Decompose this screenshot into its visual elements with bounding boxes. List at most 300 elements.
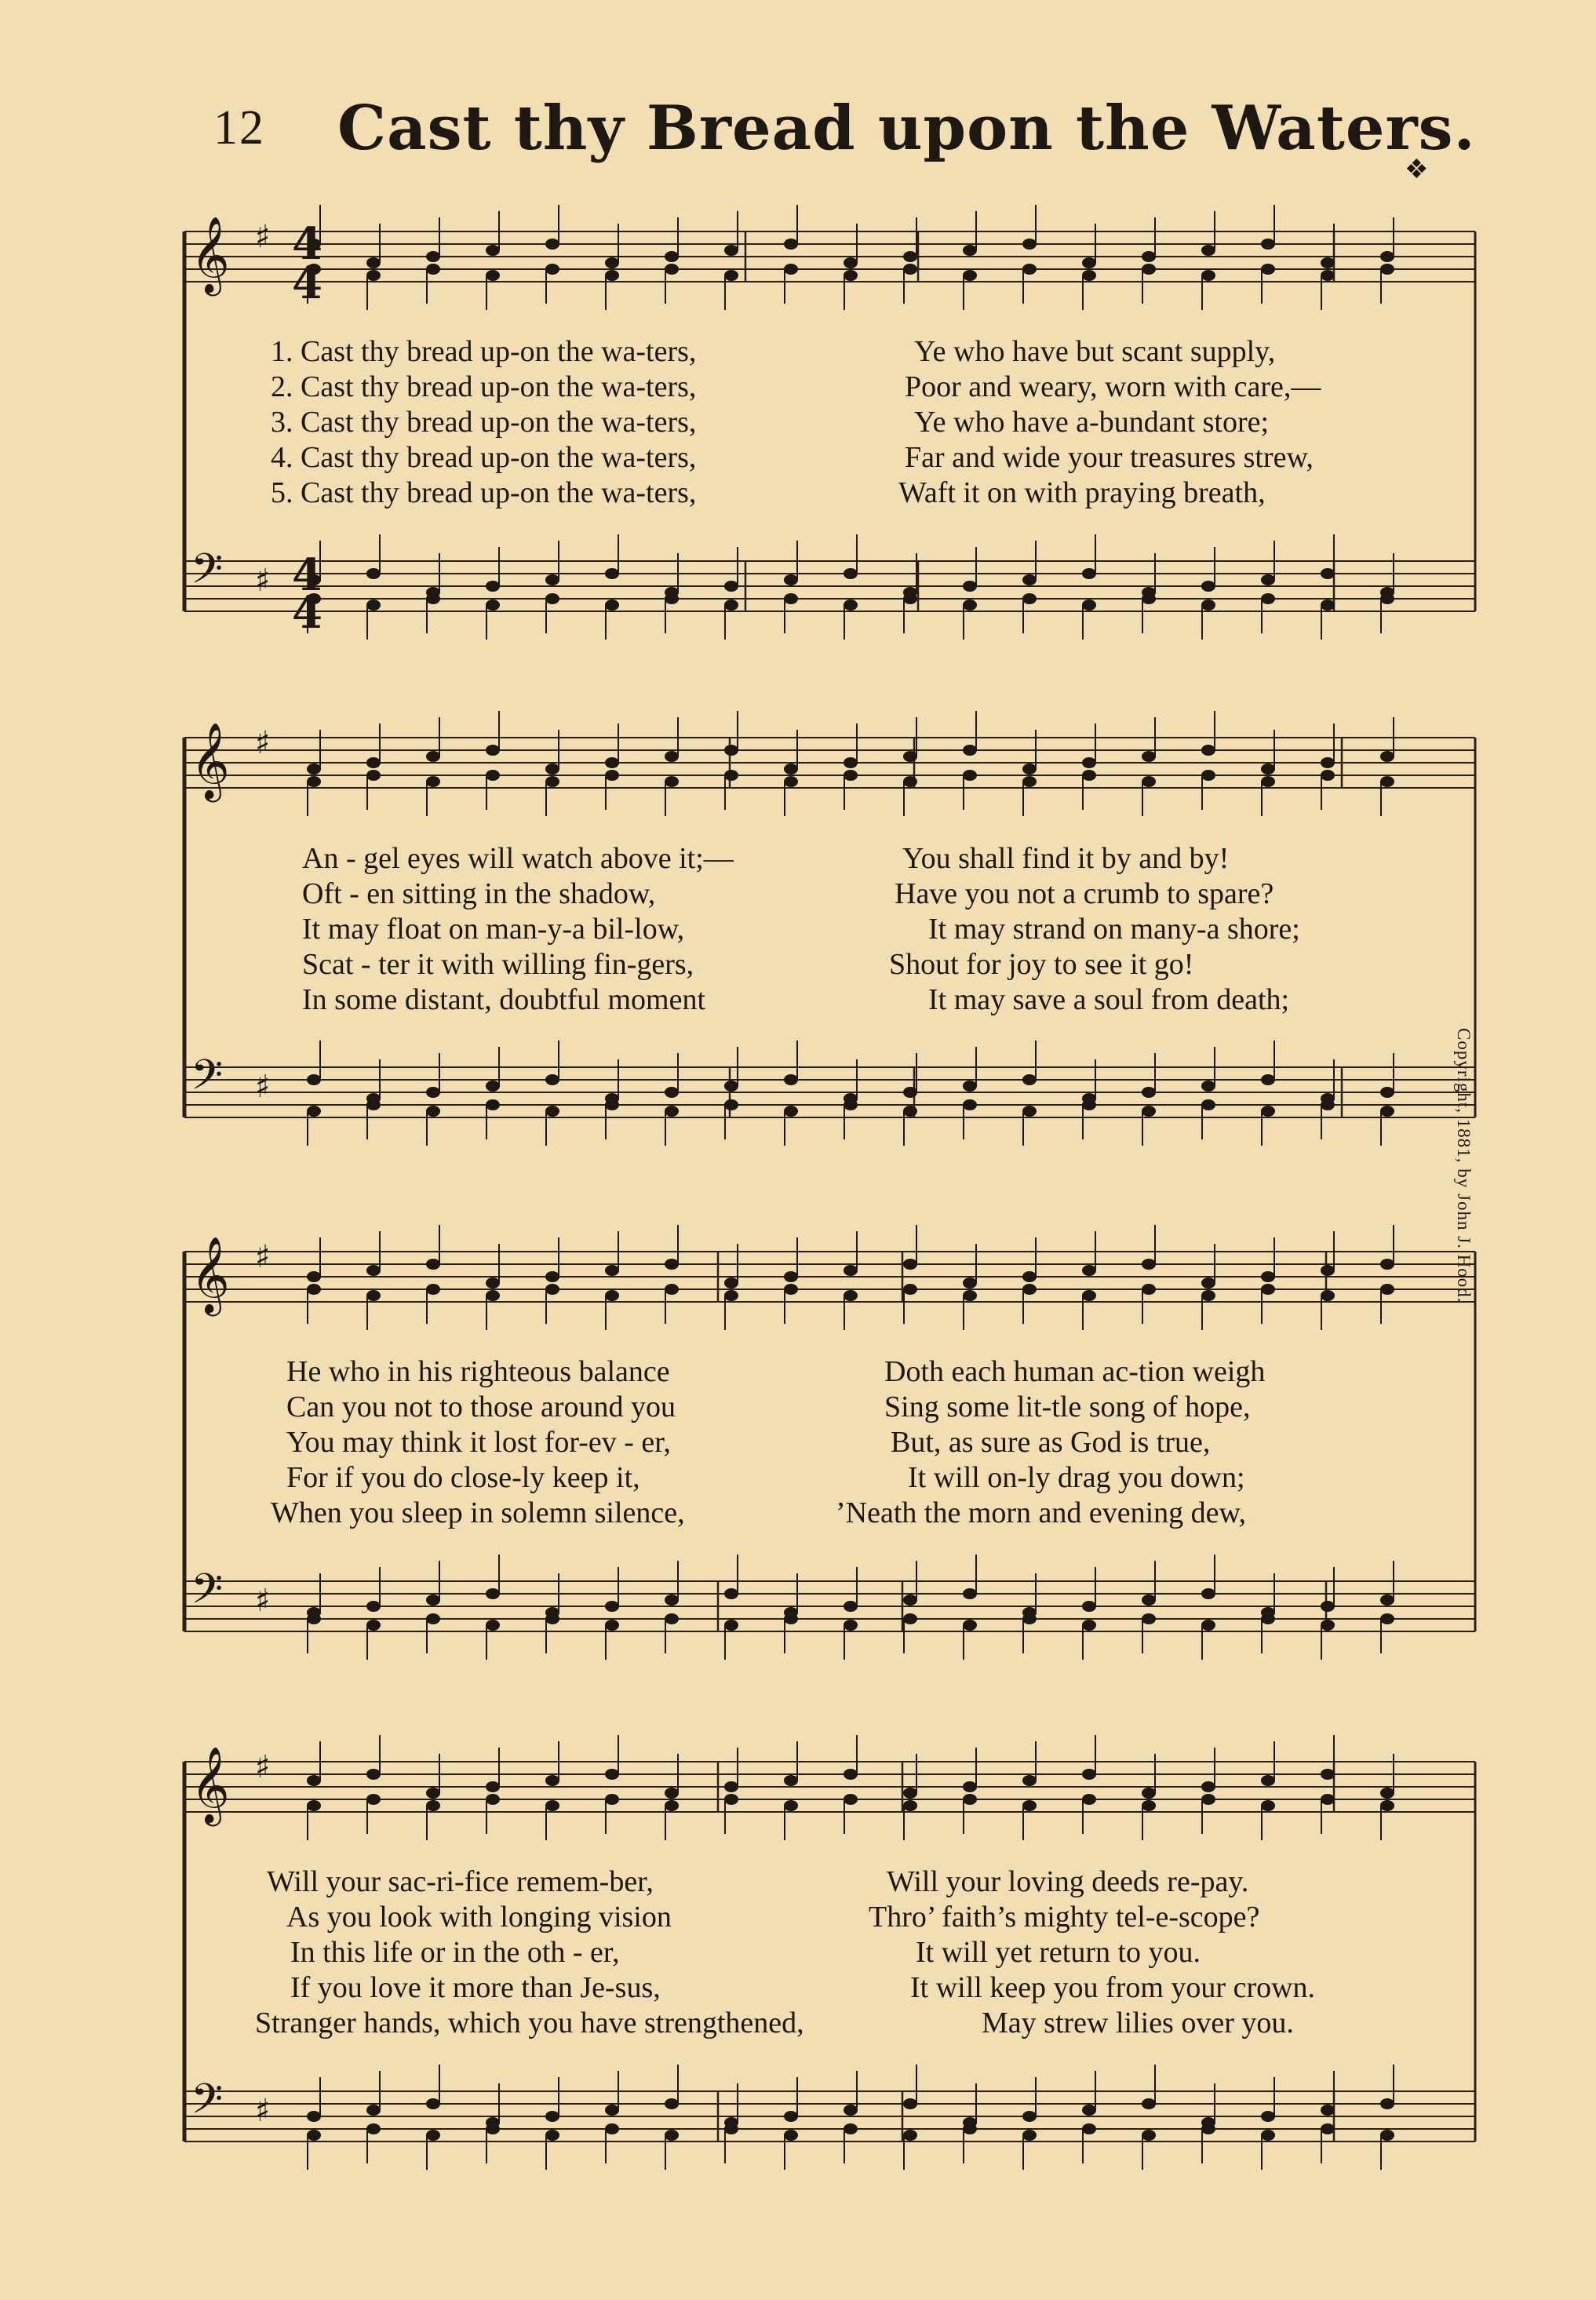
- treble-clef-icon: 𝄞: [191, 1746, 230, 1823]
- note-head: [1142, 593, 1156, 604]
- note-head: [605, 757, 619, 768]
- sharp-icon: ♯: [255, 1583, 271, 1619]
- verse-line: 5. Cast thy bread up-on the wa-ters,: [271, 476, 697, 509]
- note-head: [1022, 2111, 1037, 2122]
- note-head: [426, 1284, 440, 1295]
- note-head: [1142, 1087, 1156, 1098]
- note-head: [784, 1074, 798, 1085]
- note-head: [1321, 1620, 1335, 1631]
- note-head: [1321, 568, 1335, 579]
- note-head: [665, 1106, 679, 1117]
- note-head: [1380, 1106, 1394, 1117]
- verse-line: Scat - ter it with willing fin-gers,: [302, 948, 694, 981]
- note-head: [545, 1800, 559, 1811]
- note-head: [426, 593, 440, 604]
- note-head: [1142, 751, 1156, 762]
- verse-line: Sing some lit-tle song of hope,: [884, 1391, 1251, 1423]
- note-head: [426, 1800, 440, 1811]
- verse-line: In some distant, doubtful moment: [302, 983, 706, 1016]
- note-head: [486, 1620, 500, 1631]
- note-head: [1082, 270, 1096, 281]
- note-head: [724, 245, 738, 256]
- note-head: [366, 1601, 381, 1612]
- note-head: [1142, 1800, 1156, 1811]
- note-head: [903, 1788, 917, 1799]
- verse-line: May strew lilies over you.: [982, 2007, 1294, 2039]
- note-head: [1022, 1613, 1037, 1624]
- verse-line: Will your loving deeds re-pay.: [887, 1865, 1249, 1898]
- note-head: [963, 245, 977, 256]
- note-head: [426, 1087, 440, 1098]
- note-head: [724, 1290, 738, 1301]
- note-head: [486, 1278, 500, 1289]
- note-head: [963, 1620, 977, 1631]
- note-head: [426, 1259, 440, 1270]
- note-head: [426, 1788, 440, 1799]
- note-head: [844, 568, 858, 579]
- verse-line: Can you not to those around you: [286, 1391, 676, 1423]
- note-head: [665, 1259, 679, 1270]
- note-head: [1142, 1788, 1156, 1799]
- treble-clef-icon: 𝄞: [191, 722, 230, 799]
- note-head: [665, 776, 679, 787]
- note-head: [1380, 264, 1394, 275]
- note-head: [665, 2130, 679, 2141]
- verse-line: Stranger hands, which you have strengthened,: [255, 2007, 804, 2039]
- note-head: [1321, 1099, 1335, 1110]
- note-head: [486, 1099, 500, 1110]
- note-head: [366, 600, 381, 611]
- verse-line: An - gel eyes will watch above it;—: [302, 842, 734, 875]
- note-head: [784, 1613, 798, 1624]
- note-head: [366, 1794, 381, 1805]
- note-head: [1022, 1775, 1037, 1786]
- note-head: [1201, 600, 1215, 611]
- note-head: [307, 776, 321, 787]
- note-head: [665, 1284, 679, 1295]
- note-head: [366, 257, 381, 268]
- note-head: [963, 1081, 977, 1092]
- note-head: [426, 2098, 440, 2109]
- note-head: [903, 1595, 917, 1606]
- note-head: [784, 776, 798, 787]
- note-head: [665, 1788, 679, 1799]
- sharp-icon: ♯: [255, 1239, 271, 1275]
- time-sig-bottom-bass: 4: [292, 587, 322, 639]
- note-head: [1321, 2105, 1335, 2116]
- note-head: [1201, 581, 1215, 592]
- note-head: [366, 2123, 381, 2134]
- note-head: [486, 270, 500, 281]
- note-head: [1261, 239, 1275, 250]
- note-head: [903, 1259, 917, 1270]
- note-head: [1380, 1284, 1394, 1295]
- note-head: [1142, 1259, 1156, 1270]
- note-head: [1380, 1613, 1394, 1624]
- note-head: [605, 2123, 619, 2134]
- note-head: [784, 1271, 798, 1282]
- sharp-icon: ♯: [255, 2093, 271, 2129]
- note-head: [486, 581, 500, 592]
- note-head: [665, 751, 679, 762]
- note-head: [1022, 764, 1037, 775]
- verse-line: Doth each human ac-tion weigh: [884, 1355, 1266, 1388]
- note-head: [545, 1284, 559, 1295]
- note-head: [1261, 264, 1275, 275]
- note-head: [1082, 1620, 1096, 1631]
- note-head: [307, 1284, 321, 1295]
- note-head: [1380, 1595, 1394, 1606]
- note-head: [545, 2111, 559, 2122]
- note-head: [366, 1265, 381, 1276]
- page-number: 12: [213, 101, 265, 155]
- note-head: [963, 1278, 977, 1289]
- verse-line: 4. Cast thy bread up-on the wa-ters,: [271, 441, 697, 474]
- note-head: [724, 1278, 738, 1289]
- note-head: [1142, 264, 1156, 275]
- note-head: [366, 1769, 381, 1780]
- note-head: [1321, 270, 1335, 281]
- note-head: [605, 1099, 619, 1110]
- note-head: [665, 251, 679, 262]
- note-head: [1380, 2130, 1394, 2141]
- note-head: [307, 1775, 321, 1786]
- note-head: [903, 2130, 917, 2141]
- note-head: [1142, 2130, 1156, 2141]
- note-head: [1380, 1788, 1394, 1799]
- note-head: [307, 764, 321, 775]
- note-head: [1261, 1074, 1275, 1085]
- note-head: [1201, 1099, 1215, 1110]
- note-head: [903, 751, 917, 762]
- note-head: [1380, 776, 1394, 787]
- treble-clef-icon: 𝄞: [191, 1236, 230, 1313]
- note-head: [1261, 1106, 1275, 1117]
- note-head: [1380, 1259, 1394, 1270]
- note-head: [844, 770, 858, 781]
- note-head: [605, 1601, 619, 1612]
- note-head: [1321, 1265, 1335, 1276]
- note-head: [366, 568, 381, 579]
- note-head: [903, 1284, 917, 1295]
- note-head: [1022, 1271, 1037, 1282]
- note-head: [1082, 2123, 1096, 2134]
- note-head: [963, 2123, 977, 2134]
- note-head: [784, 1775, 798, 1786]
- note-head: [1321, 1601, 1335, 1612]
- note-head: [724, 1099, 738, 1110]
- note-head: [784, 764, 798, 775]
- note-head: [1022, 1074, 1037, 1085]
- note-head: [665, 1595, 679, 1606]
- note-head: [844, 757, 858, 768]
- note-head: [963, 1781, 977, 1792]
- note-head: [1261, 776, 1275, 787]
- note-head: [1022, 264, 1037, 275]
- note-head: [307, 1800, 321, 1811]
- note-head: [486, 1290, 500, 1301]
- note-head: [545, 264, 559, 275]
- note-head: [724, 1781, 738, 1792]
- verse-line: It may strand on many-a shore;: [928, 913, 1300, 946]
- note-head: [903, 1613, 917, 1624]
- note-head: [1142, 2098, 1156, 2109]
- note-head: [307, 1613, 321, 1624]
- note-head: [1380, 251, 1394, 262]
- note-head: [605, 770, 619, 781]
- note-head: [1022, 1106, 1037, 1117]
- note-head: [1380, 2098, 1394, 2109]
- note-head: [1201, 1081, 1215, 1092]
- note-head: [1201, 1290, 1215, 1301]
- verse-line: For if you do close-ly keep it,: [286, 1461, 640, 1494]
- verse-line: ’Neath the morn and evening dew,: [836, 1496, 1247, 1529]
- note-head: [545, 776, 559, 787]
- verse-line: Far and wide your treasures strew,: [905, 441, 1314, 474]
- note-head: [903, 1800, 917, 1811]
- verse-line: 2. Cast thy bread up-on the wa-ters,: [271, 370, 697, 403]
- note-head: [1321, 1290, 1335, 1301]
- note-head: [605, 568, 619, 579]
- verse-line: Shout for joy to see it go!: [889, 948, 1194, 981]
- note-head: [963, 581, 977, 592]
- note-head: [1380, 593, 1394, 604]
- bass-clef-icon: 𝄢: [191, 2076, 224, 2134]
- note-head: [963, 1588, 977, 1599]
- note-head: [545, 1074, 559, 1085]
- note-head: [844, 1099, 858, 1110]
- note-head: [1321, 257, 1335, 268]
- note-head: [605, 1620, 619, 1631]
- note-head: [1201, 270, 1215, 281]
- note-head: [366, 1290, 381, 1301]
- note-head: [665, 1087, 679, 1098]
- verse-line: Ye who have a-bundant store;: [914, 406, 1270, 439]
- sharp-icon: ♯: [255, 563, 271, 599]
- note-head: [545, 1775, 559, 1786]
- note-head: [1022, 1284, 1037, 1295]
- note-head: [724, 770, 738, 781]
- note-head: [1022, 239, 1037, 250]
- note-head: [903, 1087, 917, 1098]
- note-head: [426, 264, 440, 275]
- note-head: [963, 270, 977, 281]
- note-head: [1082, 568, 1096, 579]
- note-head: [1201, 1781, 1215, 1792]
- note-head: [1261, 1284, 1275, 1295]
- sharp-icon: ♯: [255, 219, 271, 255]
- note-head: [784, 1284, 798, 1295]
- note-head: [1142, 1613, 1156, 1624]
- note-head: [1082, 2105, 1096, 2116]
- note-head: [963, 1290, 977, 1301]
- note-head: [724, 1794, 738, 1805]
- note-head: [1082, 770, 1096, 781]
- note-head: [844, 2123, 858, 2134]
- verse-line: It will on-ly drag you down;: [908, 1461, 1245, 1494]
- hymn-title: Cast thy Bread upon the Waters.: [337, 93, 1476, 164]
- note-head: [486, 245, 500, 256]
- note-head: [784, 2130, 798, 2141]
- note-head: [784, 593, 798, 604]
- note-head: [366, 770, 381, 781]
- note-head: [665, 2098, 679, 2109]
- note-head: [486, 600, 500, 611]
- note-head: [1201, 1794, 1215, 1805]
- note-head: [963, 745, 977, 756]
- note-head: [903, 251, 917, 262]
- note-head: [545, 1271, 559, 1282]
- note-head: [545, 764, 559, 775]
- note-head: [1261, 1800, 1275, 1811]
- note-head: [1022, 776, 1037, 787]
- note-head: [426, 1613, 440, 1624]
- note-head: [903, 2098, 917, 2109]
- note-head: [724, 600, 738, 611]
- note-head: [605, 1265, 619, 1276]
- note-head: [545, 1613, 559, 1624]
- note-head: [1261, 2111, 1275, 2122]
- note-head: [963, 770, 977, 781]
- note-head: [545, 239, 559, 250]
- note-head: [1082, 600, 1096, 611]
- note-head: [903, 264, 917, 275]
- note-head: [724, 1588, 738, 1599]
- note-head: [1082, 757, 1096, 768]
- note-head: [1261, 1271, 1275, 1282]
- verse-line: 1. Cast thy bread up-on the wa-ters,: [271, 335, 697, 368]
- note-head: [963, 1794, 977, 1805]
- note-head: [724, 1620, 738, 1631]
- lyrics-system-3: [271, 1354, 1479, 1535]
- time-sig-top-bass: 4: [292, 549, 322, 601]
- note-head: [1261, 574, 1275, 585]
- note-head: [1261, 764, 1275, 775]
- lyrics-system-1: [271, 334, 1479, 515]
- note-head: [844, 1265, 858, 1276]
- time-sig-bottom: 4: [292, 257, 322, 309]
- note-head: [844, 1620, 858, 1631]
- verse-line: Waft it on with praying breath,: [898, 476, 1266, 509]
- note-head: [426, 2130, 440, 2141]
- note-head: [486, 2123, 500, 2134]
- note-head: [307, 2130, 321, 2141]
- verse-line: Have you not a crumb to spare?: [895, 877, 1274, 910]
- note-head: [486, 1781, 500, 1792]
- note-head: [903, 593, 917, 604]
- verse-line: You may think it lost for-ev - er,: [286, 1426, 671, 1459]
- note-head: [1321, 2123, 1335, 2134]
- verse-line: As you look with longing vision: [286, 1901, 672, 1934]
- bass-clef-icon: 𝄢: [191, 1566, 224, 1624]
- note-head: [426, 776, 440, 787]
- note-head: [366, 1099, 381, 1110]
- note-head: [605, 257, 619, 268]
- note-head: [1082, 1099, 1096, 1110]
- note-head: [1022, 593, 1037, 604]
- note-head: [1321, 1794, 1335, 1805]
- note-head: [844, 2105, 858, 2116]
- note-head: [784, 2111, 798, 2122]
- note-head: [1201, 1620, 1215, 1631]
- note-head: [426, 251, 440, 262]
- note-head: [426, 1595, 440, 1606]
- note-head: [545, 2130, 559, 2141]
- treble-clef-icon: 𝄞: [191, 216, 230, 293]
- note-head: [1082, 1794, 1096, 1805]
- verse-line: It will yet return to you.: [916, 1936, 1201, 1969]
- verse-line: It will keep you from your crown.: [910, 1971, 1316, 2004]
- sharp-icon: ♯: [255, 1749, 271, 1785]
- note-head: [665, 593, 679, 604]
- note-head: [605, 1794, 619, 1805]
- verse-line: But, as sure as God is true,: [891, 1426, 1211, 1459]
- note-head: [426, 751, 440, 762]
- verse-line: When you sleep in solemn silence,: [271, 1496, 685, 1529]
- note-head: [426, 1106, 440, 1117]
- verse-line: You shall find it by and by!: [902, 842, 1230, 875]
- note-head: [844, 257, 858, 268]
- note-head: [844, 600, 858, 611]
- note-head: [724, 1081, 738, 1092]
- note-head: [1201, 245, 1215, 256]
- verse-line: Poor and weary, worn with care,—: [905, 370, 1321, 403]
- note-head: [1321, 1769, 1335, 1780]
- note-head: [784, 574, 798, 585]
- note-head: [665, 1800, 679, 1811]
- note-head: [844, 270, 858, 281]
- note-head: [844, 1290, 858, 1301]
- note-head: [1201, 2123, 1215, 2134]
- note-head: [963, 1099, 977, 1110]
- note-head: [1261, 1613, 1275, 1624]
- note-head: [366, 270, 381, 281]
- verse-line: If you love it more than Je-sus,: [290, 1971, 661, 2004]
- note-head: [1082, 1769, 1096, 1780]
- note-head: [1082, 1290, 1096, 1301]
- note-head: [1261, 1775, 1275, 1786]
- bass-clef-icon: 𝄢: [191, 1052, 224, 1110]
- note-head: [724, 745, 738, 756]
- note-head: [784, 264, 798, 275]
- sharp-icon: ♯: [255, 725, 271, 761]
- note-head: [307, 1074, 321, 1085]
- note-head: [545, 1106, 559, 1117]
- note-head: [724, 2123, 738, 2134]
- note-head: [1261, 593, 1275, 604]
- note-head: [784, 1800, 798, 1811]
- note-head: [844, 1601, 858, 1612]
- verse-line: 3. Cast thy bread up-on the wa-ters,: [271, 406, 697, 439]
- note-head: [1201, 1278, 1215, 1289]
- note-head: [1142, 1106, 1156, 1117]
- note-head: [605, 600, 619, 611]
- note-head: [1142, 1595, 1156, 1606]
- bass-clef-icon: 𝄢: [191, 545, 224, 603]
- verse-line: It may float on man-y-a bil-low,: [302, 913, 685, 946]
- note-head: [307, 1106, 321, 1117]
- note-head: [665, 264, 679, 275]
- note-head: [605, 1769, 619, 1780]
- note-head: [486, 770, 500, 781]
- note-head: [605, 2105, 619, 2116]
- note-head: [1380, 751, 1394, 762]
- note-head: [366, 1620, 381, 1631]
- verse-line: Will your sac-ri-fice remem-ber,: [267, 1865, 654, 1898]
- note-head: [486, 1081, 500, 1092]
- note-head: [844, 1769, 858, 1780]
- note-head: [1201, 1588, 1215, 1599]
